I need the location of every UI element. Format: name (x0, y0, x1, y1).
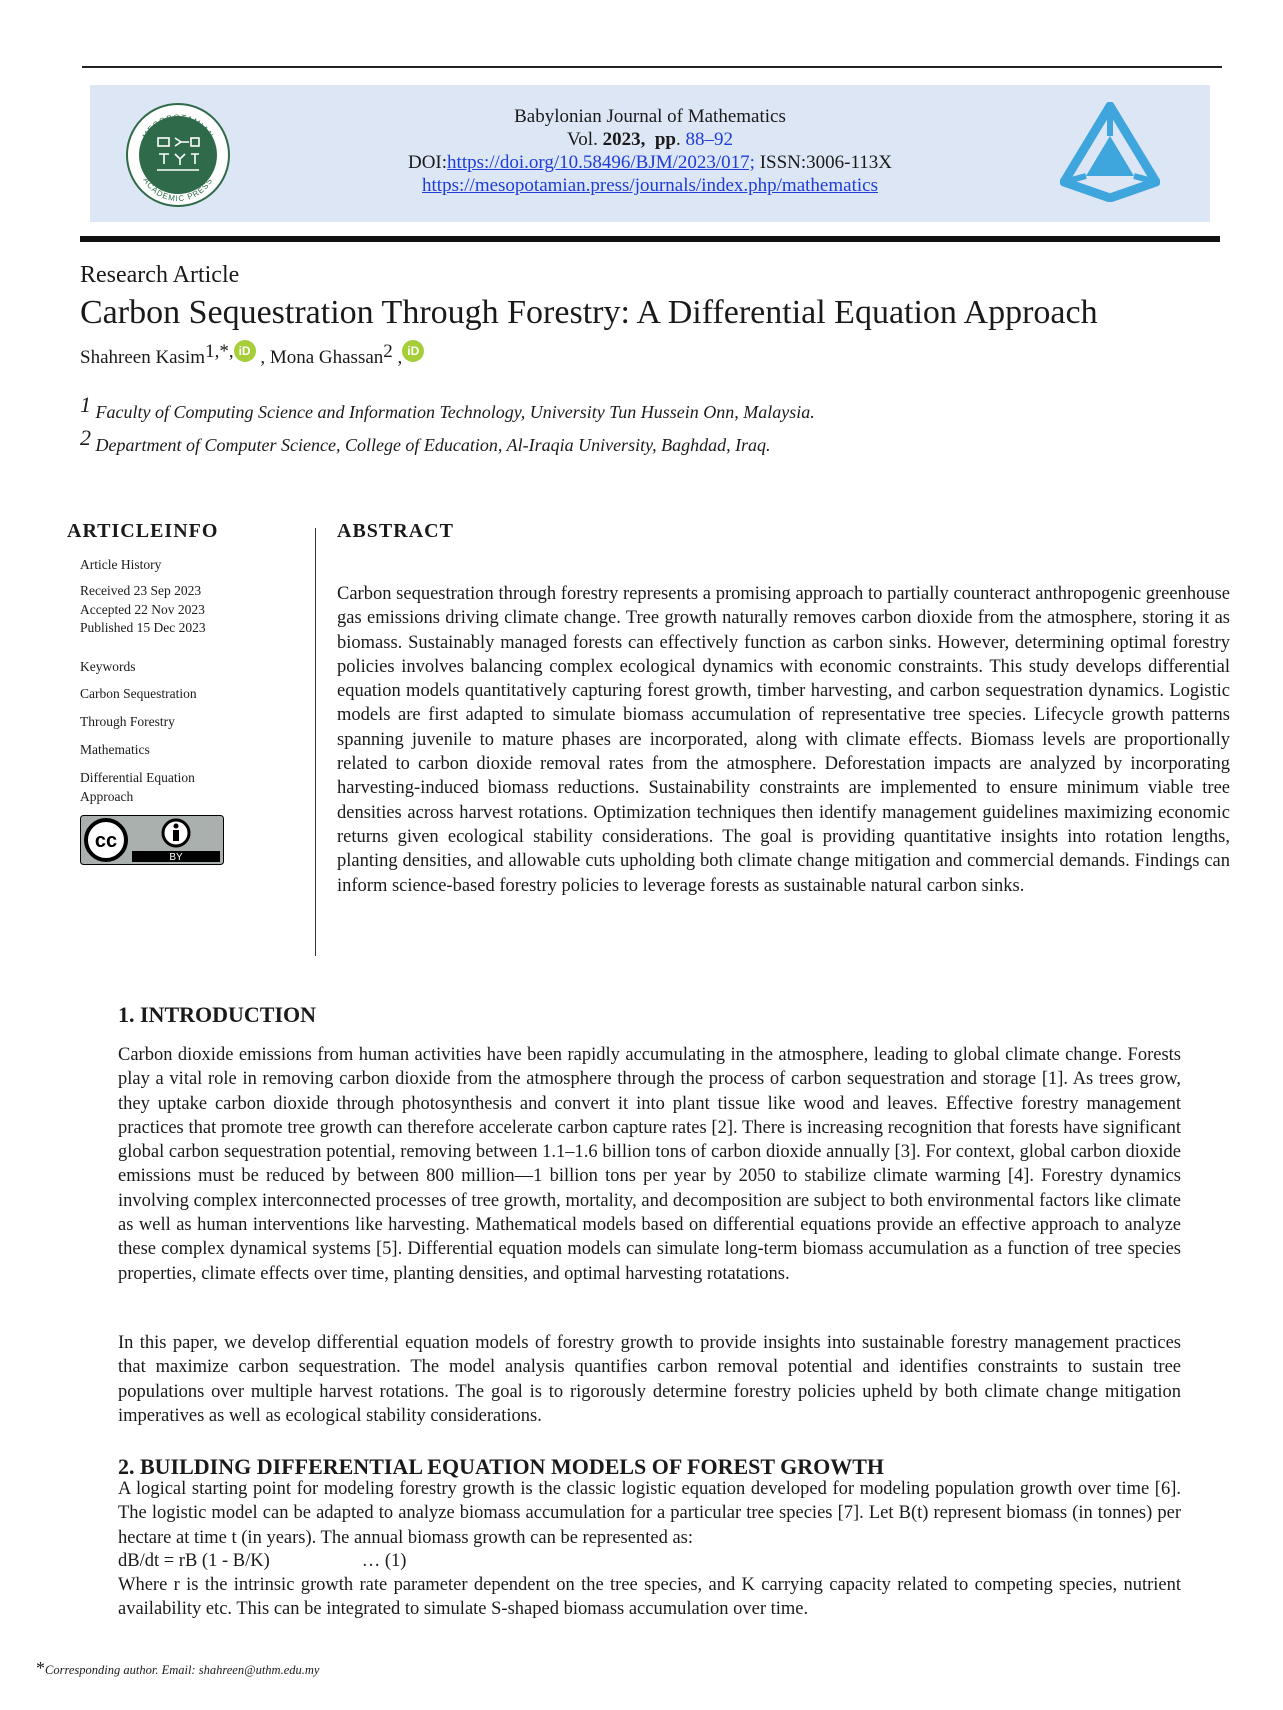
article-history-label: Article History (80, 557, 162, 572)
keyword-list (80, 684, 240, 806)
section-heading: 2. BUILDING DIFFERENTIAL EQUATION MODELS OF FOREST GROWTH (118, 1454, 885, 1479)
orcid-icon[interactable]: iD (402, 340, 424, 362)
published-date: Published 15 Dec 2023 (80, 620, 206, 635)
paragraph: In this paper, we develop differential equation models of forestry growth to provide insights into sustainable forestry management practices that maximize carbon sequestration. The model analysis quantifies carbon removal potential and identifies constraints to sustain tree populations over multiple harvest rotations. The goal is to rigorously determine forestry policies upheld by both climate change mitigation imperatives as well as ecological stability considerations. (118, 1333, 1181, 1426)
orcid-icon[interactable]: iD (234, 340, 256, 362)
affiliation: $^2$ Department of Computer Science, College of Education, Al-Iraqia University, Baghdad, Iraq. (80, 425, 771, 455)
article-dates (80, 582, 206, 638)
keyword: Carbon Sequestration (80, 686, 197, 701)
svg-text:BY: BY (169, 852, 183, 863)
paper-title: Carbon Sequestration Through Forestry: A Differential Equation Approach (80, 294, 1098, 331)
paragraph: Carbon dioxide emissions from human activities have been rapidly accumulating in the atmosphere, leading to global climate change. Forests play a vital role in removing carbon dioxide from the atmosphere through the process of carbon sequestration and storage [1]. As trees grow, they uptake carbon dioxide through photosynthesis and convert it into plant tissue like wood and leaves. Effective forestry management practices that promote tree growth can therefore accelerate carbon capture rates [2]. There is increasing recognition that forests have significant global carbon sequestration potential, removing between 1.1–1.6 billion tons of carbon dioxide annually [3]. For context, global carbon dioxide emissions must be reduced by between 800 million—1 billion tons per year by 2050 to stabilize climate warming [4]. Forestry dynamics involving complex interconnected processes of tree growth, mortality, and decomposition are subject to both environmental factors like climate as well as human interventions like harvesting. Mathematical models based on differential equations provide an effective approach to analyze these complex dynamical systems [5]. Differential equation models can simulate long-term biomass accumulation as a function of tree species properties, climate effects over time, planting densities, and optimal harvesting rotatations. (118, 1045, 1181, 1284)
article-type: Research Article (80, 262, 240, 288)
svg-text:ACADEMIC PRESS: ACADEMIC PRESS (141, 176, 215, 204)
keywords-label: Keywords (80, 659, 136, 674)
abstract-text: Carbon sequestration through forestry represents a promising approach to partially counteract anthropogenic greenhouse gas emissions driving climate change. Tree growth naturally removes carbon dioxide from the atmosphere, storing it as biomass. Sustainably managed forests can effectively function as carbon sinks. However, determining optimal forestry policies involves balancing complex ecological dynamics with economic constraints. This study develops differential equation models quantitatively capturing forest growth, timber harvesting, and carbon sequestration dynamics. Logistic models are first adapted to simulate biomass accumulation of representative tree species. Lifecycle growth patterns spanning juvenile to mature phases are incorporated, along with climate effects. Biomass levels are proportionally related to carbon dioxide removal rates from the atmosphere. Deforestation impacts are analyzed by incorporating harvesting-induced biomass reductions. Sustainability constraints are implemented to ensure minimum viable tree densities across harvest rotations. Optimization techniques then identify management guidelines maximizing economic returns given ecological stability considerations. The goal is providing quantitative insights into rotation lengths, planting densities, and allowable cuts upholding both climate change mitigation and commercial demands. Findings can inform science-based forestry policies to leverage forests as sustainable natural carbon sinks. (337, 584, 1230, 896)
keyword: Mathematics (80, 742, 150, 757)
keyword: Differential Equation Approach (80, 770, 195, 804)
paragraph: A logical starting point for modeling forestry growth is the classic logistic equation developed for modeling population growth over time [6]. The logistic model can be adapted to analyze biomass accumulation for a particular tree species [7]. Let B(t) represent biomass (in tonnes) per hectare at time t (in years). The annual biomass growth can be represented as: (118, 1479, 1181, 1548)
journal-banner (90, 85, 1210, 222)
equation-number: … (1) (361, 1551, 407, 1571)
journal-url-link[interactable]: https://mesopotamian.press/journals/index.php/mathematics (422, 175, 878, 196)
top-rule (82, 66, 1222, 68)
keyword: Through Forestry (80, 714, 175, 729)
header-rule (80, 236, 1220, 242)
author-name: Shahreen Kasim (80, 347, 206, 368)
author-list: Shahreen Kasim$^{1,*,}$ iD , Mona Ghassan$^2$ , iD (80, 340, 424, 369)
cc-by-license-icon[interactable] (80, 815, 224, 865)
journal-citation (90, 105, 1210, 197)
journal-logo-icon (1060, 102, 1160, 202)
doi-link[interactable]: https://doi.org/10.58496/BJM/2023/017; (447, 152, 755, 173)
received-date: Received 23 Sep 2023 (80, 583, 202, 598)
abstract-heading: ABSTRACT (337, 520, 454, 542)
volume-line: Vol. 2023, pp. 88–92 (567, 129, 733, 150)
section-heading: 1. INTRODUCTION (118, 1002, 317, 1027)
author-name: Mona Ghassan (269, 347, 384, 368)
svg-text:MESOPOTAMIAN: MESOPOTAMIAN (140, 112, 216, 141)
accepted-date: Accepted 22 Nov 2023 (80, 601, 205, 617)
affiliation: $^1$ Faculty of Computing Science and Information Technology, University Tun Hussein Onn, Malaysia. (80, 392, 815, 422)
journal-name: Babylonian Journal of Mathematics (514, 106, 786, 127)
equation (118, 1549, 406, 1573)
svg-text:cc: cc (94, 830, 118, 852)
page-range: 88–92 (685, 129, 733, 150)
doi-line: DOI:https://doi.org/10.58496/BJM/2023/017; ISSN:3006-113X (407, 152, 893, 173)
column-divider (315, 528, 316, 956)
equation-formula: dB/dt = rB (1 - B/K) (118, 1551, 270, 1571)
corresponding-author-footnote: *Corresponding author. Email: shahreen@uthm.edu.my (36, 1658, 320, 1678)
paragraph: Where r is the intrinsic growth rate parameter dependent on the tree species, and K carrying capacity related to competing species, nutrient availability etc. This can be integrated to simulate S-shaped biomass accumulation over time. (118, 1575, 1181, 1620)
article-info-heading: ARTICLEINFO (67, 520, 219, 542)
